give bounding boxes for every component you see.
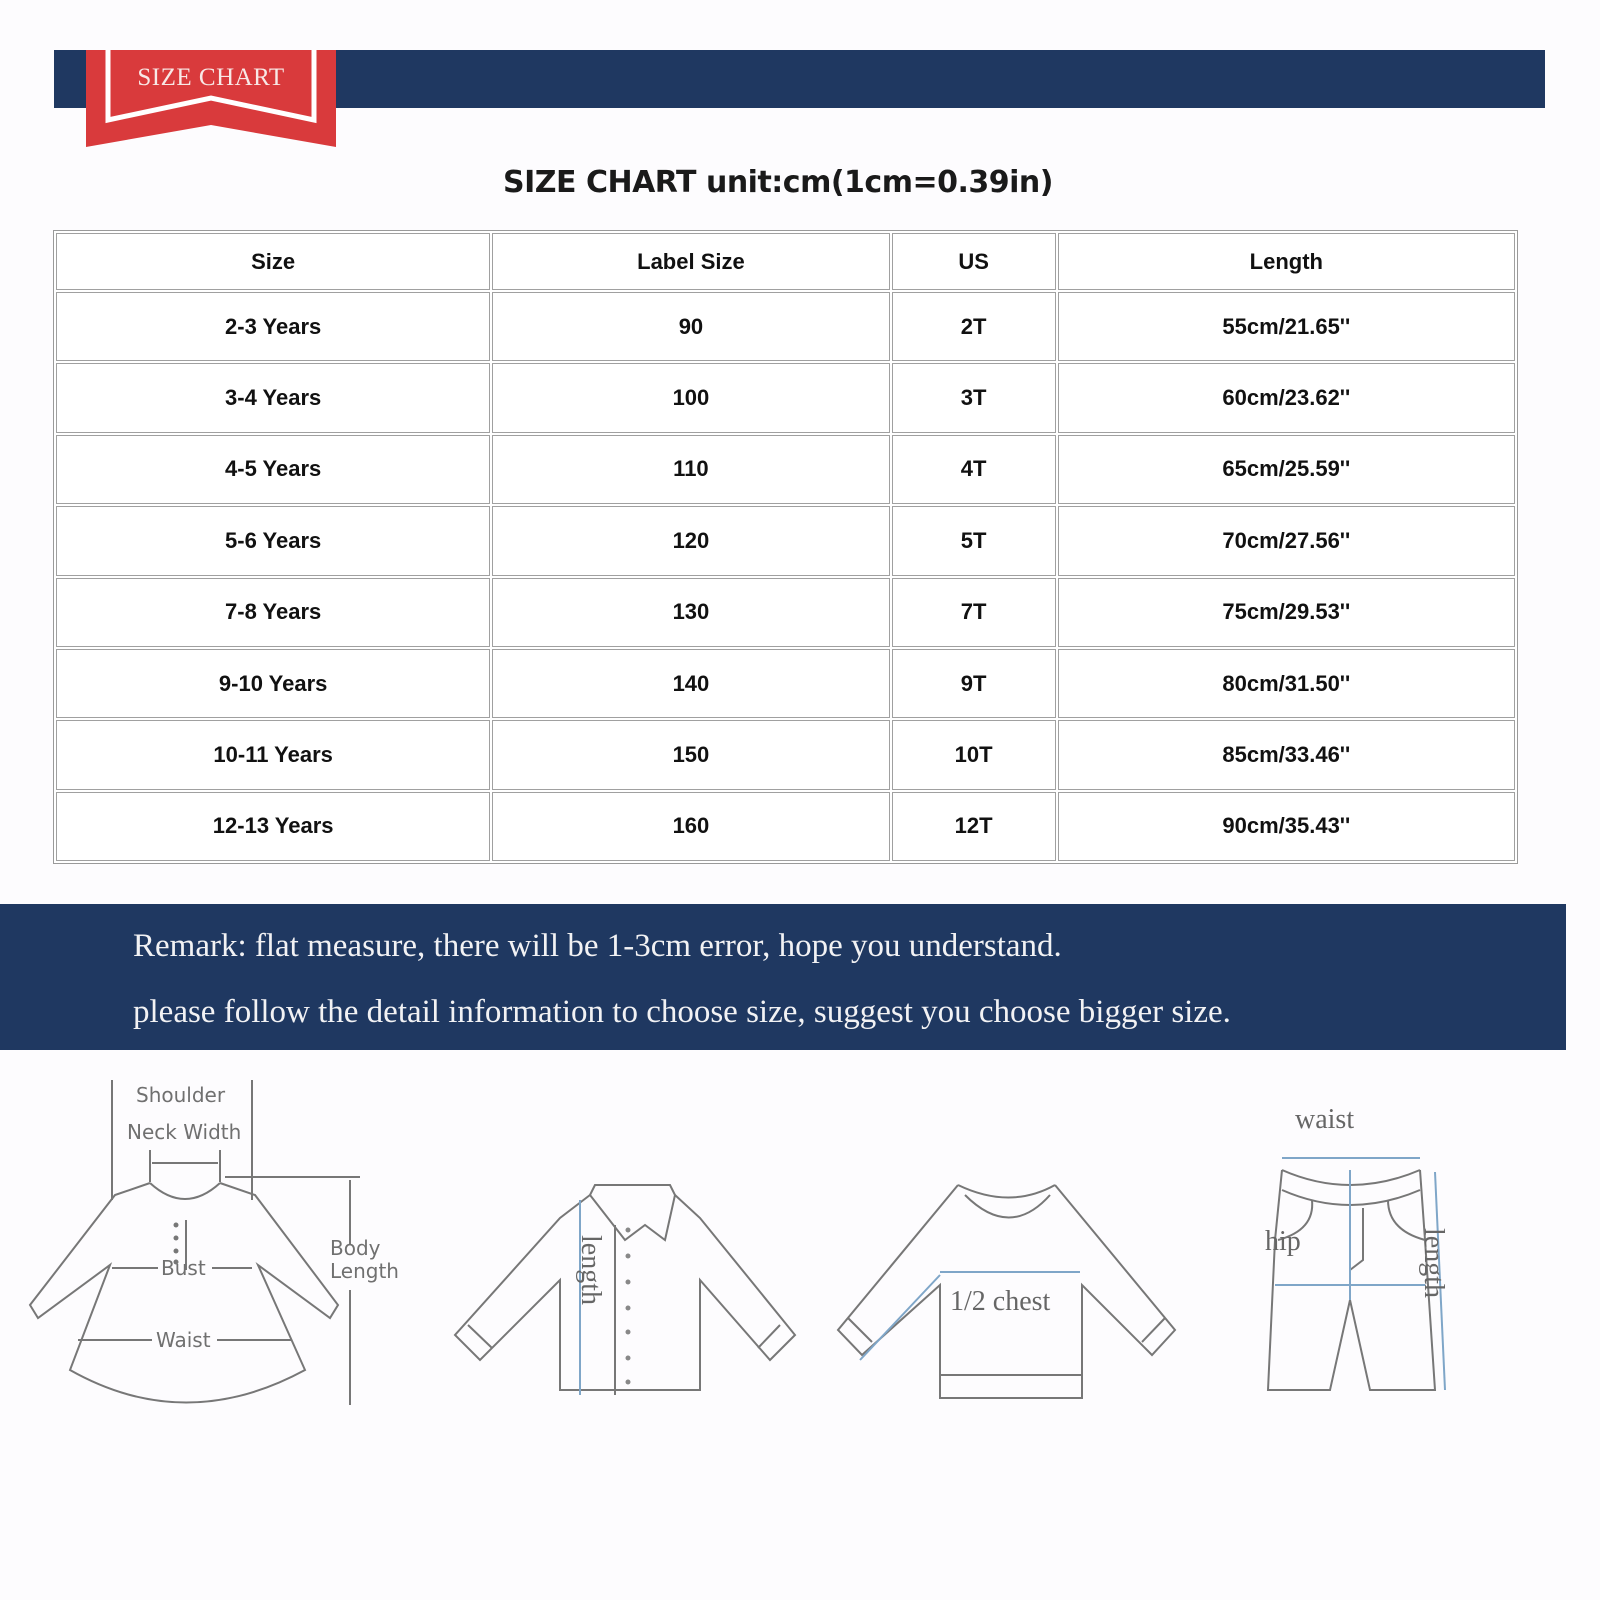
cell-label-size: 100 bbox=[492, 363, 889, 432]
cell-us: 4T bbox=[892, 435, 1056, 504]
cell-length: 60cm/23.62'' bbox=[1058, 363, 1515, 432]
cell-label-size: 120 bbox=[492, 506, 889, 575]
cell-us: 2T bbox=[892, 292, 1056, 361]
cell-length: 80cm/31.50'' bbox=[1058, 649, 1515, 718]
table-row bbox=[56, 506, 1515, 575]
shirt-measurement-icon bbox=[430, 1140, 800, 1405]
cell-size: 10-11 Years bbox=[56, 720, 490, 789]
cell-label-size: 110 bbox=[492, 435, 889, 504]
sweater-measurement-icon bbox=[810, 1140, 1180, 1405]
cell-us: 10T bbox=[892, 720, 1056, 789]
remark-banner bbox=[0, 904, 1566, 1050]
dress-label-waist: Waist bbox=[156, 1328, 211, 1352]
ribbon-label: SIZE CHART bbox=[137, 64, 285, 91]
table-header-row bbox=[56, 233, 1515, 290]
dress-label-bust: Bust bbox=[161, 1256, 206, 1280]
header-label-size: Label Size bbox=[492, 233, 889, 290]
pants-measurement-icon bbox=[1220, 1090, 1480, 1415]
cell-us: 9T bbox=[892, 649, 1056, 718]
cell-length: 70cm/27.56'' bbox=[1058, 506, 1515, 575]
dress-measurement-icon bbox=[0, 1060, 420, 1435]
table-row bbox=[56, 720, 1515, 789]
dress-label-shoulder: Shoulder bbox=[136, 1083, 226, 1107]
pants-label-waist: waist bbox=[1295, 1104, 1355, 1135]
cell-size: 2-3 Years bbox=[56, 292, 490, 361]
cell-length: 75cm/29.53'' bbox=[1058, 578, 1515, 647]
dress-label-body: Body bbox=[330, 1236, 381, 1260]
cell-label-size: 160 bbox=[492, 792, 889, 861]
header-us: US bbox=[892, 233, 1056, 290]
cell-size: 9-10 Years bbox=[56, 649, 490, 718]
cell-us: 7T bbox=[892, 578, 1056, 647]
table-row bbox=[56, 578, 1515, 647]
dress-label-neck: Neck Width bbox=[127, 1120, 242, 1144]
cell-size: 7-8 Years bbox=[56, 578, 490, 647]
cell-size: 4-5 Years bbox=[56, 435, 490, 504]
size-chart-ribbon bbox=[86, 50, 336, 147]
cell-label-size: 140 bbox=[492, 649, 889, 718]
pants-label-hip: hip bbox=[1265, 1226, 1301, 1257]
dress-label-length: Length bbox=[330, 1259, 399, 1283]
header-length: Length bbox=[1058, 233, 1515, 290]
header-size: Size bbox=[56, 233, 490, 290]
cell-us: 5T bbox=[892, 506, 1056, 575]
cell-length: 85cm/33.46'' bbox=[1058, 720, 1515, 789]
shirt-label-length: length bbox=[575, 1235, 606, 1305]
cell-us: 3T bbox=[892, 363, 1056, 432]
chart-title: SIZE CHART unit:cm(1cm=0.39in) bbox=[503, 165, 1053, 200]
remark-line-2: please follow the detail information to choose size, suggest you choose bigger size. bbox=[133, 994, 1231, 1030]
pants-label-length: length bbox=[1418, 1228, 1449, 1298]
cell-label-size: 130 bbox=[492, 578, 889, 647]
sweater-label-chest: 1/2 chest bbox=[950, 1286, 1051, 1317]
remark-line-1: Remark: flat measure, there will be 1-3cm error, hope you understand. bbox=[133, 928, 1062, 964]
cell-us: 12T bbox=[892, 792, 1056, 861]
cell-label-size: 150 bbox=[492, 720, 889, 789]
cell-length: 65cm/25.59'' bbox=[1058, 435, 1515, 504]
cell-size: 5-6 Years bbox=[56, 506, 490, 575]
table-row bbox=[56, 292, 1515, 361]
cell-size: 12-13 Years bbox=[56, 792, 490, 861]
cell-length: 90cm/35.43'' bbox=[1058, 792, 1515, 861]
table-row bbox=[56, 435, 1515, 504]
table-row bbox=[56, 792, 1515, 861]
size-table bbox=[53, 230, 1518, 864]
table-row bbox=[56, 363, 1515, 432]
cell-label-size: 90 bbox=[492, 292, 889, 361]
cell-size: 3-4 Years bbox=[56, 363, 490, 432]
cell-length: 55cm/21.65'' bbox=[1058, 292, 1515, 361]
table-row bbox=[56, 649, 1515, 718]
